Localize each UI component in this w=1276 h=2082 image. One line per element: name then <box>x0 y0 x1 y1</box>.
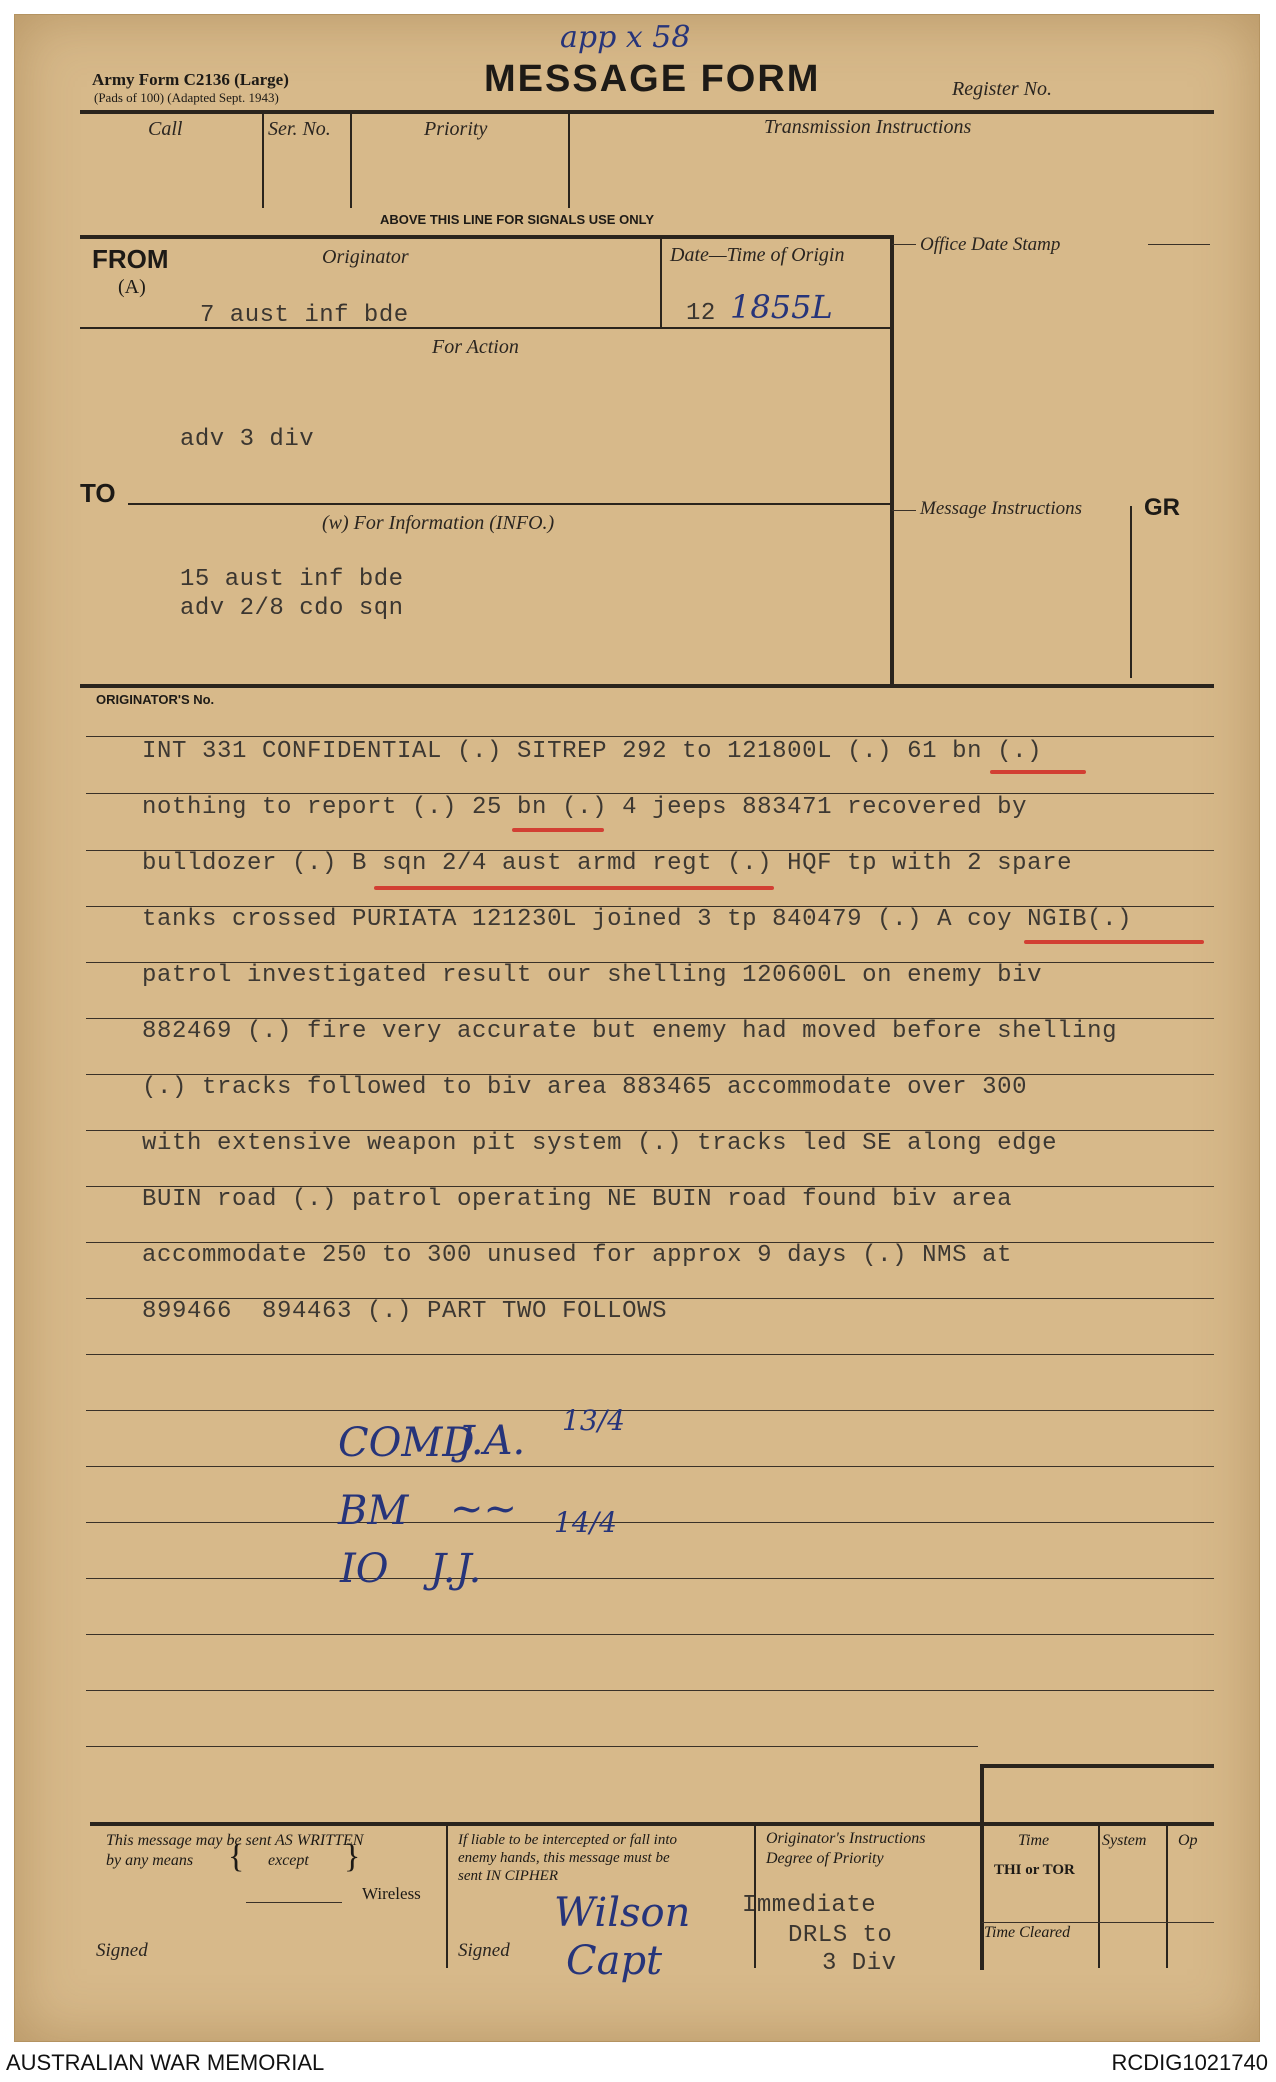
form-sub: (Pads of 100) (Adapted Sept. 1943) <box>94 90 279 105</box>
cipher-note-3: sent IN CIPHER <box>458 1868 558 1884</box>
message-line: (.) tracks followed to biv area 883465 accommodate over 300 <box>142 1074 1028 1101</box>
note-date-bm: 14/4 <box>554 1506 617 1539</box>
rule <box>86 1690 1214 1691</box>
ser-no-label: Ser. No. <box>268 118 331 140</box>
call-label: Call <box>148 118 183 140</box>
red-underline <box>1024 940 1204 944</box>
rule <box>86 1522 1214 1523</box>
signed-label-2: Signed <box>458 1940 510 1961</box>
rule <box>86 1578 1214 1579</box>
action-value: adv 3 div <box>180 426 315 453</box>
orig-instructions-label: Originator's Instructions <box>766 1830 926 1847</box>
priority-typed-1: Immediate <box>742 1892 877 1919</box>
red-underline <box>374 886 774 890</box>
note-role-bm: BM <box>338 1488 409 1534</box>
office-date-stamp-label: Office Date Stamp <box>920 234 1061 255</box>
info-value-1: 15 aust inf bde <box>180 566 404 593</box>
note-initials-bm: ~~ <box>450 1486 518 1532</box>
message-line: bulldozer (.) B sqn 2/4 aust armd regt (.) HQF tp with 2 spare <box>142 850 1073 877</box>
rule <box>90 1822 1214 1826</box>
priority-typed-2: DRLS to <box>788 1922 893 1949</box>
rule <box>80 684 1214 688</box>
info-value-2: adv 2/8 cdo sqn <box>180 595 404 622</box>
left-brace: { <box>228 1838 245 1875</box>
rule <box>86 1746 978 1747</box>
message-line: 882469 (.) fire very accurate but enemy had moved before shelling <box>142 1018 1118 1045</box>
message-line: accommodate 250 to 300 unused for approx 9 days (.) NMS at <box>142 1242 1013 1269</box>
signature-rank: Capt <box>566 1938 663 1984</box>
top-rule <box>80 110 1214 114</box>
archive-name: AUSTRALIAN WAR MEMORIAL <box>6 2050 325 2075</box>
message-line: tanks crossed PURIATA 121230L joined 3 tp 840479 (.) A coy NGIB(.) <box>142 906 1133 933</box>
rule <box>892 244 916 245</box>
dto-typed: 12 <box>686 300 716 327</box>
rule <box>1148 244 1210 245</box>
for-action-label: For Action <box>432 336 519 358</box>
cipher-note-2: enemy hands, this message must be <box>458 1850 670 1866</box>
rule <box>86 736 1214 737</box>
divider <box>1130 506 1132 678</box>
wireless-label: Wireless <box>362 1884 421 1903</box>
divider <box>1098 1824 1100 1968</box>
message-instructions-label: Message Instructions <box>920 498 1083 519</box>
rule <box>892 510 916 511</box>
rule <box>982 1922 1214 1923</box>
note-date-comd: 13/4 <box>562 1404 625 1437</box>
message-line: patrol investigated result our shelling 120600L on enemy biv <box>142 962 1043 989</box>
handwritten-reference: app x 58 <box>560 20 691 55</box>
note-role-comd: COMD <box>338 1420 475 1466</box>
rule <box>86 1410 1214 1411</box>
note-initials-io: J.J. <box>430 1546 482 1592</box>
rule <box>86 1354 1214 1355</box>
rule <box>86 1466 1214 1467</box>
time-cleared-label: Time Cleared <box>984 1924 1071 1941</box>
from-label: FROM <box>92 244 169 274</box>
op-label: Op <box>1178 1832 1198 1849</box>
signature: Wilson <box>554 1890 691 1936</box>
message-line: INT 331 CONFIDENTIAL (.) SITREP 292 to 121800L (.) 61 bn (.) <box>142 738 1043 765</box>
signed-label: Signed <box>96 1940 148 1961</box>
time-label: Time <box>1018 1832 1050 1849</box>
divider <box>1166 1824 1168 1968</box>
gr-label: GR <box>1144 494 1180 521</box>
originators-no-label: ORIGINATOR'S No. <box>96 692 215 707</box>
rule <box>80 235 892 239</box>
page-title: MESSAGE FORM <box>484 58 821 100</box>
to-label: TO <box>80 478 116 508</box>
register-no-label: Register No. <box>952 78 1052 100</box>
except-label: except <box>268 1852 309 1869</box>
rule <box>246 1902 342 1903</box>
originator-label: Originator <box>322 246 409 268</box>
divider <box>262 112 264 208</box>
divider <box>568 112 570 208</box>
note-initials-comd: J.A. <box>458 1418 526 1464</box>
divider <box>350 112 352 208</box>
divider <box>660 237 662 327</box>
rule <box>980 1764 1214 1768</box>
rule <box>128 503 890 505</box>
degree-priority-label: Degree of Priority <box>766 1850 884 1867</box>
above-line-note: ABOVE THIS LINE FOR SIGNALS USE ONLY <box>380 212 654 227</box>
message-line: 899466 894463 (.) PART TWO FOLLOWS <box>142 1298 668 1325</box>
rule <box>80 327 892 329</box>
red-underline <box>990 770 1086 774</box>
from-a-label: (A) <box>118 276 146 298</box>
rule <box>86 1634 1214 1635</box>
note-role-io: IO <box>340 1546 389 1592</box>
form-id: Army Form C2136 (Large) <box>92 70 289 89</box>
written-note-2: by any means <box>106 1852 194 1869</box>
dto-handwritten: 1855L <box>730 288 833 326</box>
priority-label: Priority <box>424 118 488 140</box>
message-line: nothing to report (.) 25 bn (.) 4 jeeps 883471 recovered by <box>142 794 1028 821</box>
written-note-1: This message may be sent AS WRITTEN <box>106 1832 364 1849</box>
red-underline <box>512 828 604 832</box>
cipher-note-1: If liable to be intercepted or fall into <box>458 1832 677 1848</box>
thi-tor-label: THI or TOR <box>994 1862 1075 1878</box>
archive-id: RCDIG1021740 <box>1111 2050 1268 2075</box>
system-label: System <box>1102 1832 1147 1849</box>
dto-label: Date—Time of Origin <box>670 244 845 266</box>
transmission-instructions-label: Transmission Instructions <box>764 116 972 138</box>
divider <box>890 235 894 685</box>
divider <box>446 1824 448 1968</box>
message-line: BUIN road (.) patrol operating NE BUIN road found biv area <box>142 1186 1013 1213</box>
right-brace: } <box>344 1838 361 1875</box>
message-line: with extensive weapon pit system (.) tracks led SE along edge <box>142 1130 1058 1157</box>
originator-value: 7 aust inf bde <box>200 302 409 329</box>
priority-typed-3: 3 Div <box>822 1950 897 1977</box>
for-info-label: (w) For Information (INFO.) <box>322 512 555 534</box>
